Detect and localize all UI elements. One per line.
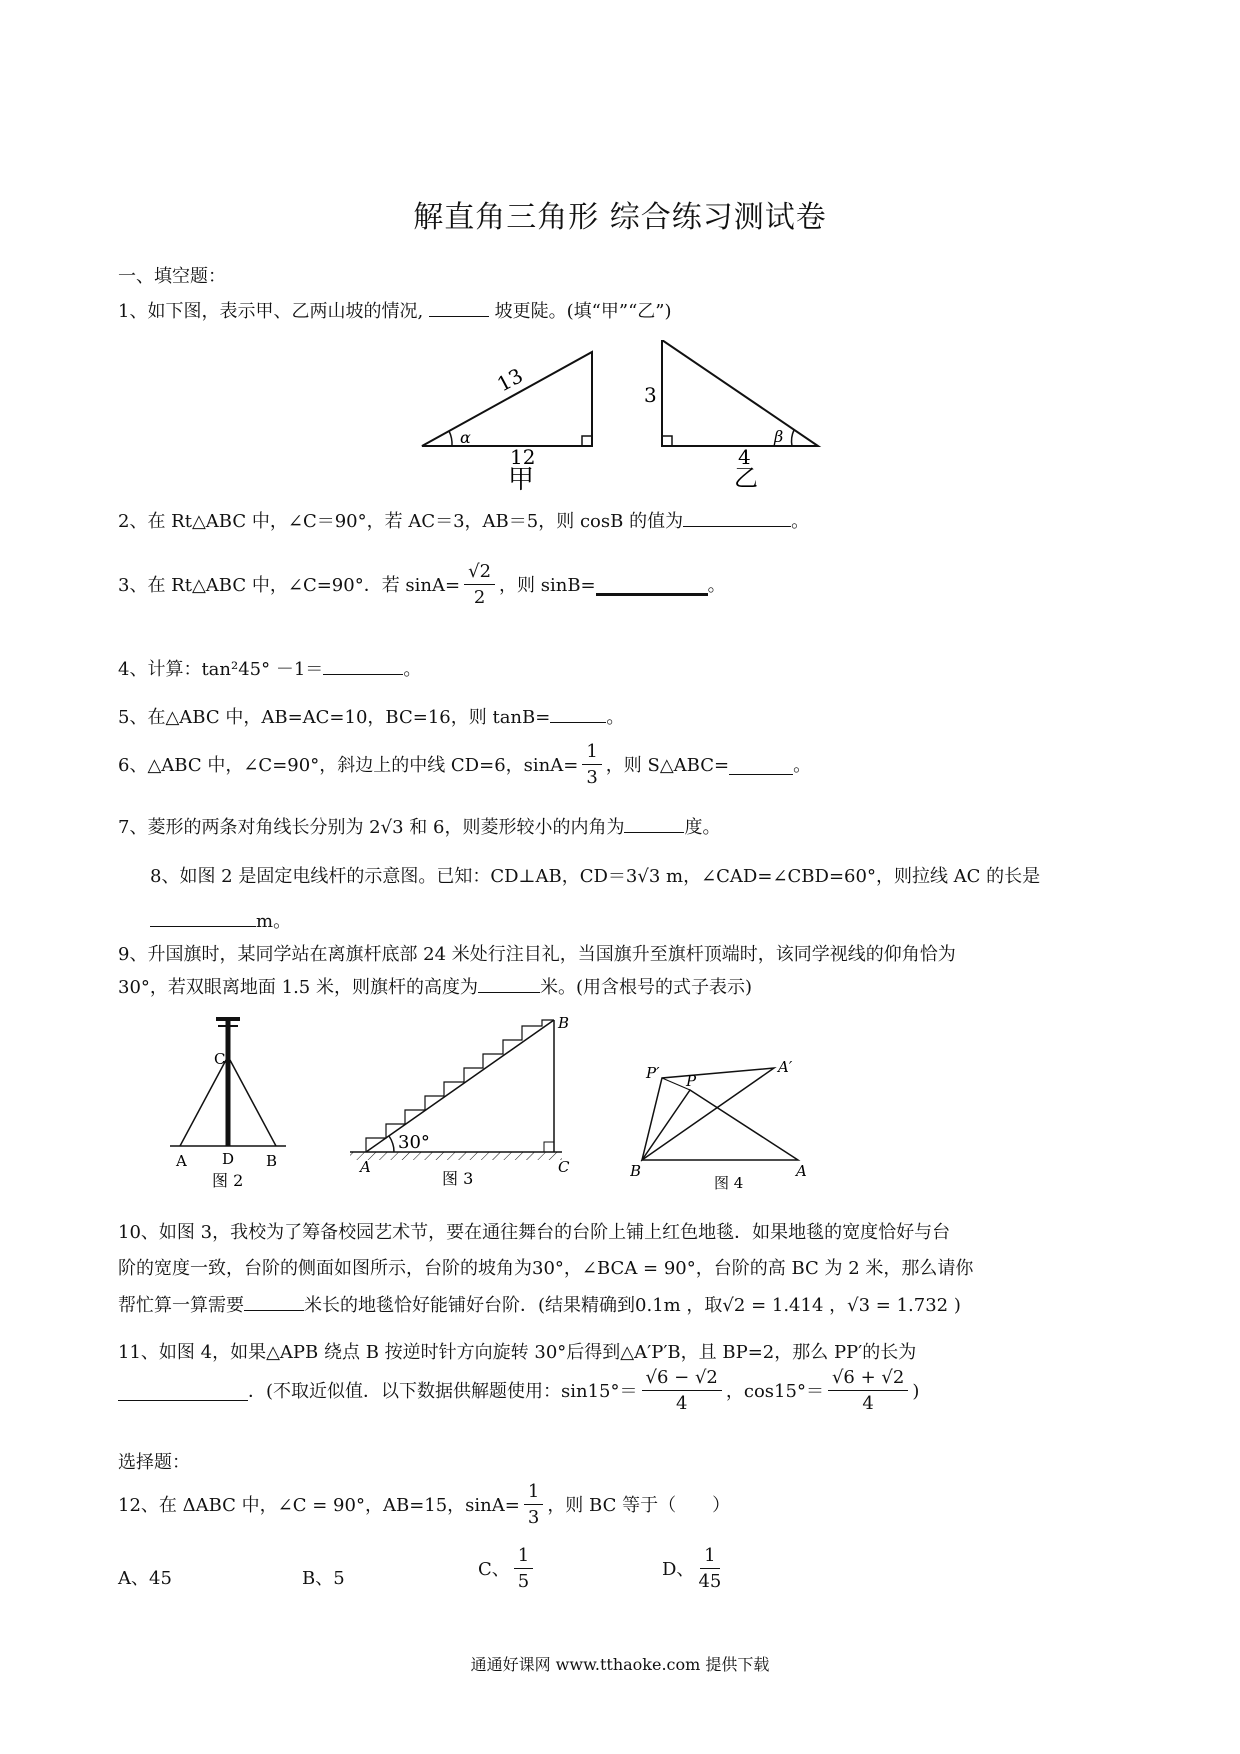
question-8-line-2 <box>150 908 291 935</box>
question-3-text: 3、在 Rt△ABC 中，∠C=90°．若 sinA= <box>118 574 461 596</box>
question-9-line-2 <box>118 974 752 1001</box>
question-5-text: 5、在△ABC 中，AB=AC=10，BC=16，则 tanB= <box>118 707 551 728</box>
fraction-numerator: √6 − √2 <box>642 1366 722 1391</box>
fig4-label-b: B <box>630 1162 642 1180</box>
slope-jia <box>422 352 592 492</box>
question-7-text: 7、菱形的两条对角线长分别为 2√3 和 6，则菱形较小的内角为 <box>118 817 625 838</box>
slope-figure <box>410 340 840 492</box>
fraction-numerator: 1 <box>582 740 601 765</box>
fraction-denominator: 4 <box>862 1393 874 1414</box>
page-title: 解直角三角形 综合练习测试卷 <box>413 200 827 235</box>
question-2 <box>118 508 809 535</box>
fraction-numerator: √2 <box>464 560 495 585</box>
fraction-numerator: √6 + √2 <box>828 1366 908 1391</box>
fraction-sin15 <box>642 1366 722 1417</box>
fig4-label-p-prime: P′ <box>646 1064 660 1082</box>
option-a: A、45 <box>118 1568 172 1589</box>
fig4-label-a: A <box>796 1162 807 1180</box>
question-11-line-2 <box>118 1366 919 1417</box>
question-7 <box>118 814 720 841</box>
fig2-label-d: D <box>222 1150 235 1168</box>
yi-angle-label: β <box>774 427 784 446</box>
question-8-line-1: 8、如图 2 是固定电线杆的示意图。已知：CD⊥AB，CD＝3√3 m，∠CAD=∠CBD=60°，则拉线 AC 的长是 <box>150 866 1041 887</box>
answer-blank <box>244 1292 304 1311</box>
answer-blank <box>478 974 540 993</box>
option-b: B、5 <box>302 1568 345 1589</box>
figure-2-pole <box>168 1010 288 1188</box>
fig4-label-a-prime: A′ <box>778 1058 793 1076</box>
jia-angle-label: α <box>460 428 471 447</box>
fraction-one-third <box>524 1480 543 1531</box>
jia-name: 甲 <box>508 465 535 492</box>
question-11-end: ) <box>912 1380 920 1402</box>
question-10-line-2: 阶的宽度一致，台阶的侧面如图所示，台阶的坡角为30°，∠BCA = 90°，台阶的高 BC 为 2 米，那么请你 <box>118 1258 974 1279</box>
option-c-label: C、 <box>478 1558 510 1580</box>
fraction-denominator: 3 <box>527 1507 540 1528</box>
fig2-label-b: B <box>266 1152 278 1170</box>
question-10-line-1: 10、如图 3，我校为了筹备校园艺术节，要在通往舞台的台阶上铺上红色地毯．如果地毯的宽度恰好与台 <box>118 1222 951 1243</box>
answer-blank <box>550 704 606 723</box>
fig2-label-a: A <box>176 1152 187 1170</box>
jia-base-label: 12 <box>510 445 536 469</box>
fraction-denominator: 45 <box>698 1571 722 1592</box>
question-1-text: 1、如下图，表示甲、乙两山坡的情况, <box>118 301 424 322</box>
fraction-one-third <box>582 740 601 791</box>
jia-hypotenuse-label: 13 <box>493 363 527 397</box>
question-2-end: 。 <box>791 511 810 532</box>
fig3-caption: 图 3 <box>442 1169 474 1188</box>
answer-blank <box>150 908 256 927</box>
option-d <box>662 1544 725 1595</box>
answer-blank <box>596 575 708 596</box>
fig3-label-b: B <box>558 1014 570 1032</box>
answer-blank <box>683 508 791 527</box>
answer-blank <box>323 656 403 675</box>
option-c-fraction <box>514 1544 533 1595</box>
fig2-caption: 图 2 <box>212 1171 244 1188</box>
yi-name: 乙 <box>734 464 758 492</box>
section-fill-in-title: 一、填空题： <box>118 266 226 287</box>
fraction-denominator: 5 <box>517 1571 530 1592</box>
page-footer: 通通好课网 www.tthaoke.com 提供下载 <box>470 1655 770 1674</box>
question-4-text: 4、计算：tan²45° －1＝ <box>118 659 324 680</box>
answer-blank <box>624 814 684 833</box>
fig3-label-a: A <box>360 1158 371 1176</box>
question-11-mid: ，cos15°＝ <box>725 1380 824 1402</box>
question-12 <box>118 1480 730 1531</box>
question-4 <box>118 656 421 683</box>
fig2-label-c: C <box>214 1050 226 1068</box>
answer-blank <box>118 1382 248 1401</box>
question-11-line-1: 11、如图 4，如果△APB 绕点 B 按逆时针方向旋转 30°后得到△A′P′B，且 BP=2，那么 PP′的长为 <box>118 1342 917 1363</box>
fraction-cos15 <box>828 1366 908 1417</box>
figure-3-stairs <box>346 1012 596 1190</box>
question-1 <box>118 298 672 325</box>
question-5-end: 。 <box>606 707 625 728</box>
question-4-end: 。 <box>403 659 422 680</box>
fraction-denominator: 2 <box>473 587 486 608</box>
question-12-text: 12、在 ΔABC 中，∠C = 90°，AB=15，sinA= <box>118 1494 520 1516</box>
question-1-text-end: 坡更陡。(填“甲”“乙”) <box>494 301 672 322</box>
question-6-mid: ，则 S△ABC= <box>605 754 730 776</box>
question-11-text: ．(不取近似值．以下数据供解题使用：sin15°＝ <box>248 1380 638 1402</box>
question-6-end: 。 <box>793 754 812 776</box>
fig4-caption: 图 4 <box>714 1174 744 1190</box>
fraction-numerator: 1 <box>524 1480 543 1505</box>
yi-base-label: 4 <box>738 445 751 469</box>
question-3-end: 。 <box>707 574 726 596</box>
question-6-text: 6、△ABC 中，∠C=90°，斜边上的中线 CD=6，sinA= <box>118 754 579 776</box>
fraction-denominator: 3 <box>586 767 598 788</box>
question-3 <box>118 560 726 611</box>
option-d-label: D、 <box>662 1558 695 1580</box>
yi-side-label: 3 <box>644 383 657 407</box>
answer-blank <box>729 756 793 775</box>
question-7-end: 度。 <box>684 817 721 838</box>
answer-blank <box>429 298 489 317</box>
question-10-text: 帮忙算一算需要 <box>118 1295 244 1316</box>
question-2-text: 2、在 Rt△ABC 中，∠C＝90°，若 AC＝3，AB＝5，则 cosB 的值为 <box>118 511 684 532</box>
figure-4-rotation <box>630 1054 810 1190</box>
fig3-label-c: C <box>558 1158 570 1176</box>
fraction-denominator: 4 <box>675 1393 688 1414</box>
question-8-end: m。 <box>256 911 292 932</box>
question-9-line-1: 9、升国旗时，某同学站在离旗杆底部 24 米处行注目礼，当国旗升至旗杆顶端时，该同学视线的仰角恰为 <box>118 944 956 965</box>
option-d-fraction <box>698 1544 721 1595</box>
fraction-numerator: 1 <box>514 1544 533 1569</box>
fraction-numerator: 1 <box>700 1544 719 1569</box>
question-9-text: 30°，若双眼离地面 1.5 米，则旗杆的高度为 <box>118 977 478 998</box>
section-choice-title: 选择题： <box>118 1452 190 1473</box>
question-10-end: 米长的地毯恰好能铺好台阶．(结果精确到0.1m ，取√2 = 1.414 ，√3 = 1.732 ) <box>304 1295 961 1316</box>
question-12-end: ，则 BC 等于（ ） <box>547 1494 731 1516</box>
question-10-line-3 <box>118 1292 961 1319</box>
question-3-mid: ，则 sinB= <box>499 574 596 596</box>
question-5 <box>118 704 624 731</box>
question-9-end: 米。(用含根号的式子表示) <box>539 977 753 998</box>
fig3-angle-label: 30° <box>398 1132 430 1153</box>
fraction-sqrt2-over-2 <box>464 560 495 611</box>
question-6 <box>118 740 811 791</box>
fig4-label-p: P <box>686 1072 697 1090</box>
option-c <box>478 1544 537 1595</box>
slope-yi <box>644 340 818 492</box>
